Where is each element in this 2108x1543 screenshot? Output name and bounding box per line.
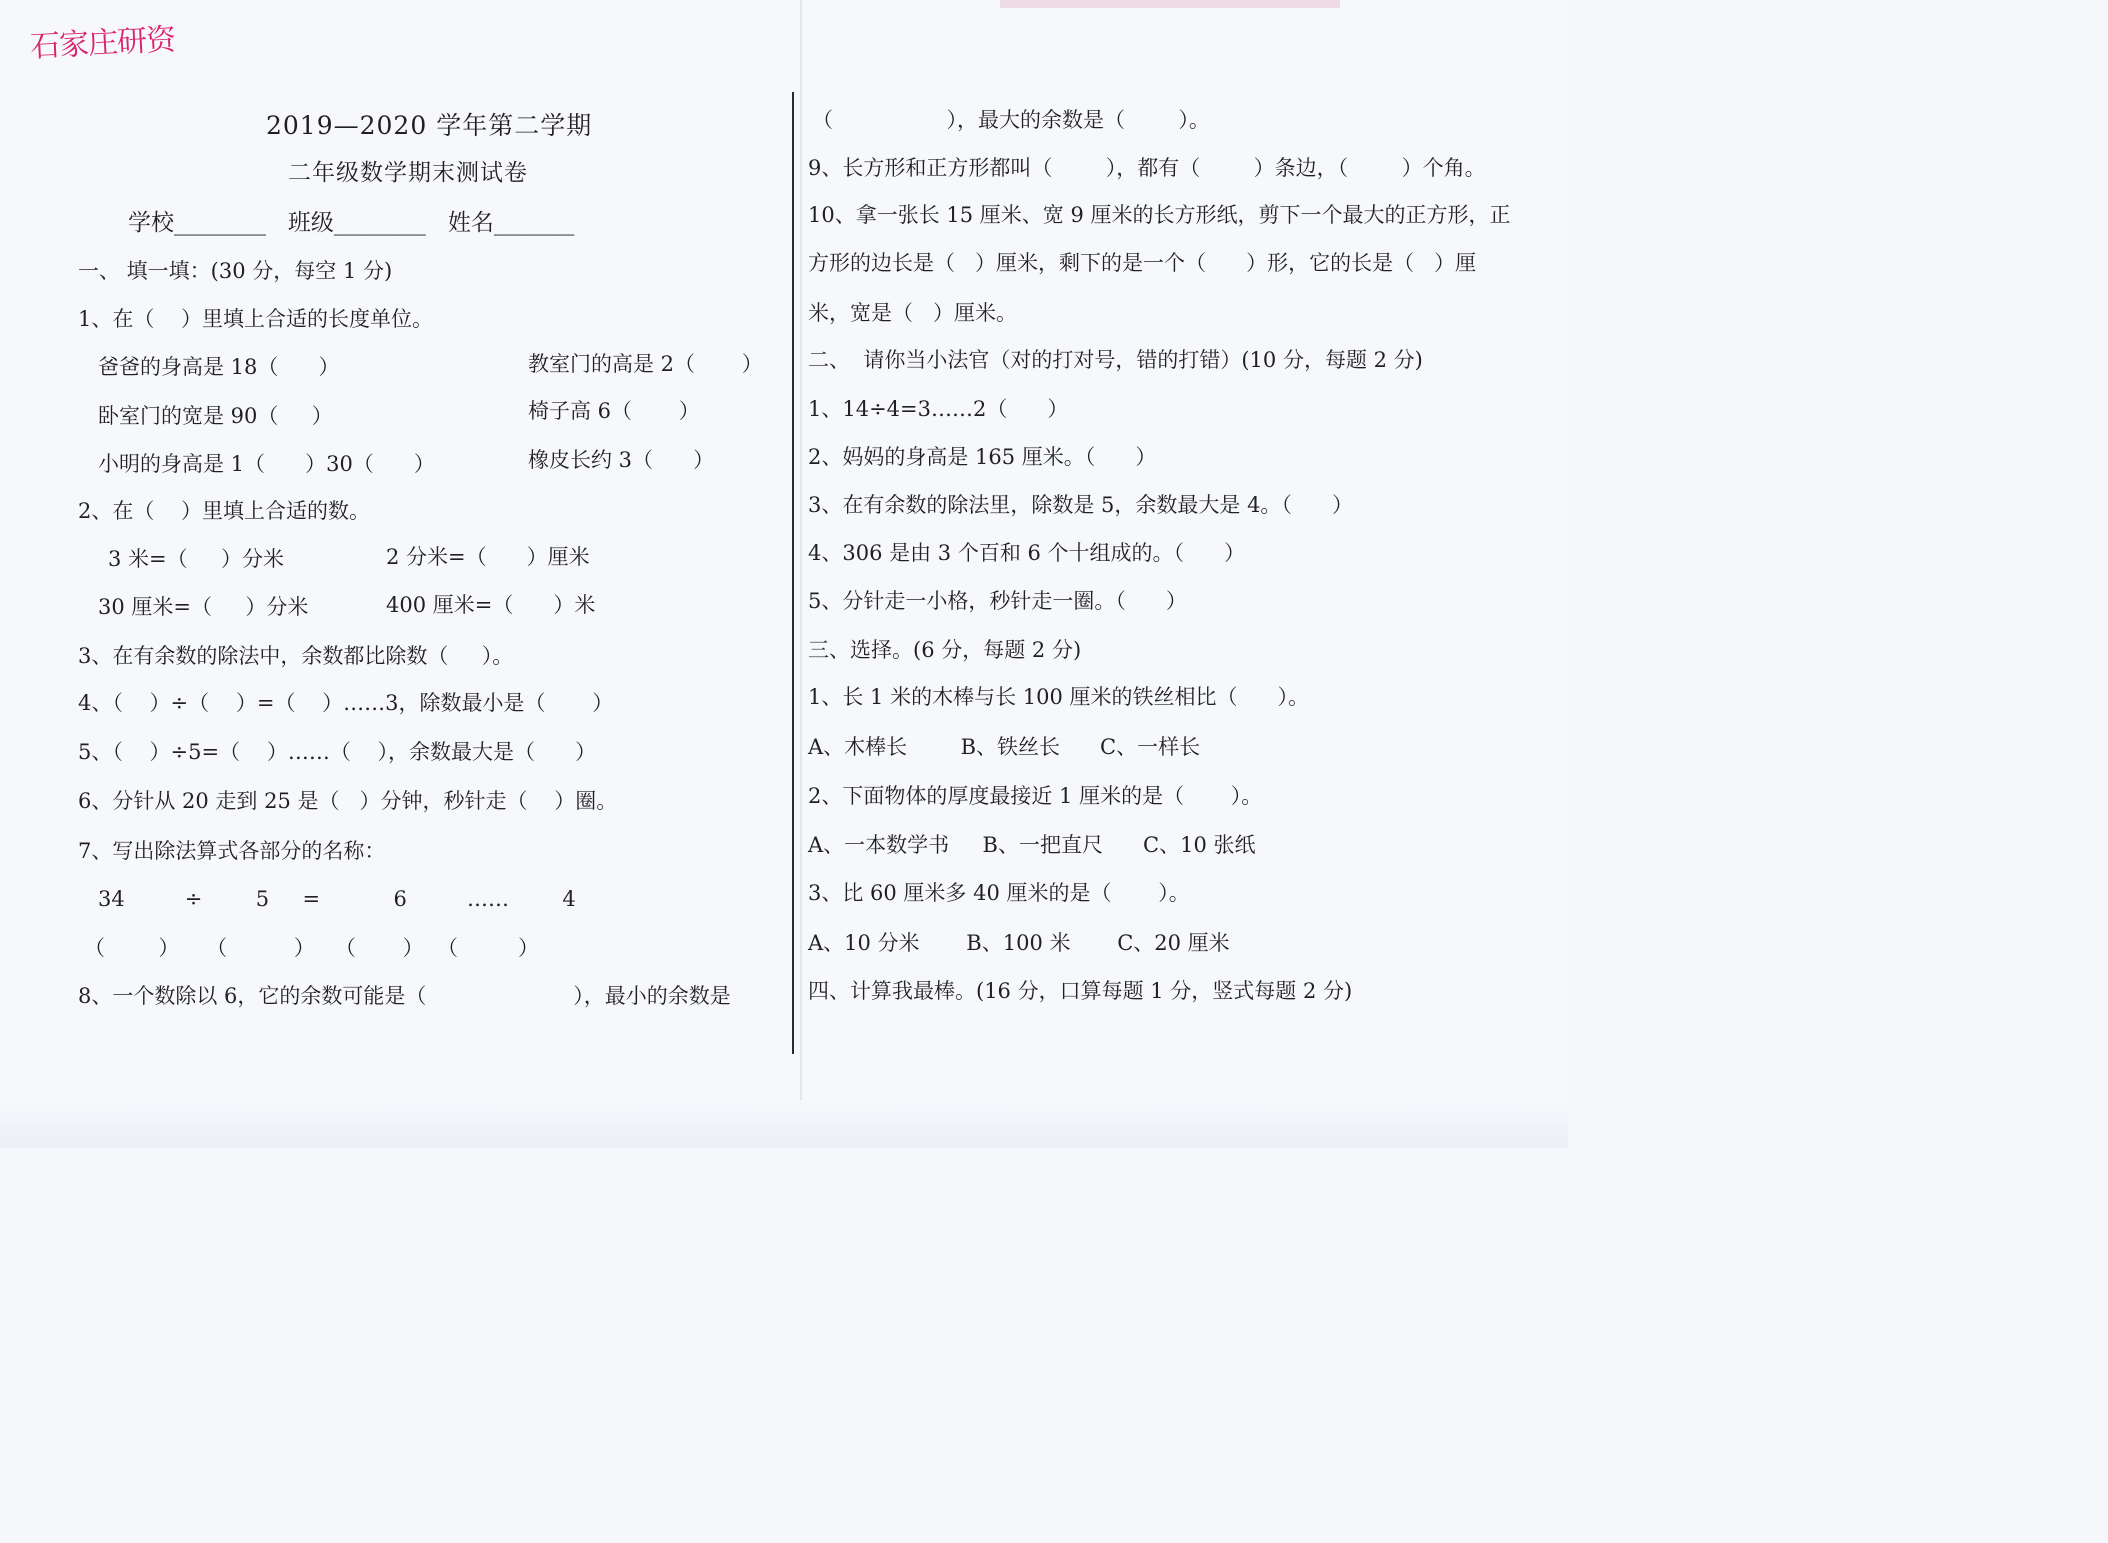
question: 3、在有余数的除法中，余数都比除数（ ）。 — [78, 644, 514, 668]
exam-title: 2019—2020 学年第二学期 — [266, 111, 593, 140]
question: 10、拿一张长 15 厘米、宽 9 厘米的长方形纸，剪下一个最大的正方形，正 — [808, 203, 1511, 227]
question-item: 小明的身高是 1（ ）30（ ） — [98, 452, 435, 476]
question: 2、妈妈的身高是 165 厘米。（ ） — [808, 445, 1157, 469]
question: 7、写出除法算式各部分的名称： — [78, 839, 386, 863]
answer-options: A、10 分米 B、100 米 C、20 厘米 — [808, 931, 1230, 955]
question: 1、14÷4=3……2（ ） — [808, 397, 1069, 421]
question: 6、分针从 20 走到 25 是（ ）分钟，秒针走（ ）圈。 — [78, 789, 618, 813]
question: 2、在（ ）里填上合适的数。 — [78, 499, 371, 523]
question: 5、（ ）÷5=（ ）……（ ），余数最大是（ ） — [78, 740, 597, 764]
section-heading: 二、 请你当小法官（对的打对号，错的打错）(10 分，每题 2 分) — [808, 348, 1423, 372]
question-item: 卧室门的宽是 90（ ） — [98, 404, 333, 428]
paper-edge — [1000, 0, 1340, 8]
question: 1、在（ ）里填上合适的长度单位。 — [78, 307, 434, 331]
question-item: 爸爸的身高是 18（ ） — [98, 355, 340, 379]
question: 2、下面物体的厚度最接近 1 厘米的是（ ）。 — [808, 784, 1263, 808]
paper-shadow — [0, 1100, 1568, 1148]
question-item: 教室门的高是 2（ ） — [528, 352, 763, 376]
division-expression: 34 ÷ 5 = 6 …… 4 — [98, 887, 576, 911]
question-item: 2 分米=（ ）厘米 — [386, 545, 590, 569]
student-info-fields: 学校________ 班级________ 姓名_______ — [128, 210, 575, 236]
question-continued: 米，宽是（ ）厘米。 — [808, 301, 1018, 325]
paper-fold — [800, 0, 802, 1148]
question: 3、在有余数的除法里，除数是 5，余数最大是 4。（ ） — [808, 493, 1353, 517]
exam-subtitle: 二年级数学期末测试卷 — [288, 160, 528, 186]
question-item: 椅子高 6（ ） — [528, 399, 700, 423]
question-item: 橡皮长约 3（ ） — [528, 448, 715, 472]
question: 3、比 60 厘米多 40 厘米的是（ ）。 — [808, 881, 1190, 905]
question: 4、306 是由 3 个百和 6 个十组成的。（ ） — [808, 541, 1246, 565]
question: 4、（ ）÷（ ）=（ ）……3，除数最小是（ ） — [78, 691, 614, 715]
answer-options: A、一本数学书 B、一把直尺 C、10 张纸 — [808, 833, 1256, 857]
question-continued: 方形的边长是（ ）厘米，剩下的是一个（ ）形，它的长是（ ）厘 — [808, 251, 1477, 275]
section-heading: 三、选择。(6 分，每题 2 分) — [808, 638, 1082, 662]
question-item: 3 米=（ ）分米 — [108, 547, 285, 571]
question: 8、一个数除以 6，它的余数可能是（ ），最小的余数是 — [78, 984, 731, 1008]
handwritten-note: 石家庄研资 — [29, 22, 176, 65]
question-item: 30 厘米=（ ）分米 — [98, 595, 309, 619]
question: 9、长方形和正方形都叫（ ），都有（ ）条边，（ ）个角。 — [808, 156, 1486, 180]
question: 5、分针走一小格，秒针走一圈。（ ） — [808, 589, 1187, 613]
question-continued: （ ），最大的余数是（ ）。 — [812, 108, 1210, 132]
answer-options: A、木棒长 B、铁丝长 C、一样长 — [808, 735, 1201, 759]
question: 1、长 1 米的木棒与长 100 厘米的铁丝相比（ ）。 — [808, 685, 1310, 709]
section-heading: 四、计算我最棒。(16 分，口算每题 1 分，竖式每题 2 分) — [808, 979, 1353, 1003]
question-item: 400 厘米=（ ）米 — [386, 593, 596, 617]
section-heading: 一、 填一填：(30 分，每空 1 分) — [78, 259, 393, 283]
answer-blanks: （ ） （ ） （ ） （ ） — [84, 936, 540, 960]
column-divider — [792, 92, 794, 1054]
